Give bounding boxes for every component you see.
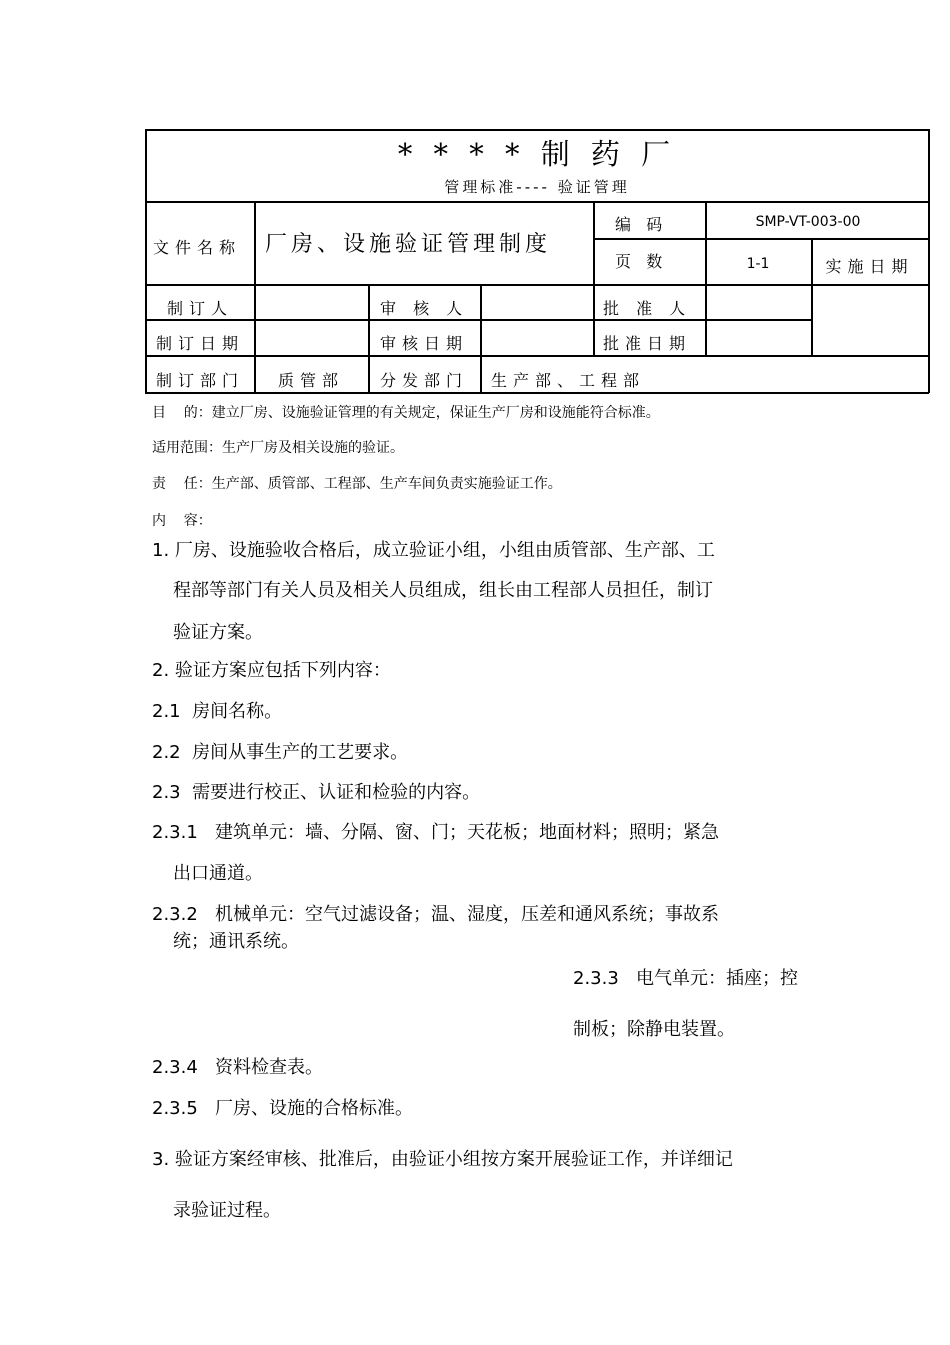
reviewer-label: 审 核 人 [380, 299, 469, 318]
review-date-label: 审核日期 [380, 334, 469, 353]
item-2-3: 2.3 需要进行校正、认证和检验的内容。 [152, 782, 481, 803]
dept-value: 质管部 [277, 371, 344, 390]
draft-date-label: 制订日期 [155, 334, 244, 353]
item-2-3-4: 2.3.4 资料检查表。 [152, 1057, 323, 1078]
paragraph-1-line-3: 验证方案。 [173, 622, 263, 643]
paragraph-2: 2. 验证方案应包括下列内容： [152, 660, 391, 681]
effective-date-label: 实施日期 [825, 257, 914, 276]
item-2-3-2-line-2: 统；通讯系统。 [173, 931, 299, 952]
dist-label: 分发部门 [380, 371, 469, 390]
paragraph-3-line-2: 录验证过程。 [173, 1200, 281, 1221]
code-value: SMP-VT-003-00 [755, 214, 861, 230]
paragraph-3-line-1: 3. 验证方案经审核、批准后，由验证小组按方案开展验证工作，并详细记 [152, 1149, 733, 1170]
paragraph-1-line-1: 1. 厂房、设施验收合格后，成立验证小组，小组由质管部、生产部、工 [152, 540, 715, 561]
item-2-3-2-line-1: 2.3.2 机械单元：空气过滤设备；温、湿度，压差和通风系统；事故系 [152, 904, 719, 925]
dept-label: 制订部门 [155, 371, 244, 390]
content-label: 内 容： [152, 513, 212, 529]
item-2-2: 2.2 房间从事生产的工艺要求。 [152, 742, 409, 763]
document-subtitle: 管理标准---- 验证管理 [444, 178, 630, 196]
factory-title: * * * * 制 药 厂 [397, 137, 677, 171]
item-2-3-1-line-2: 出口通道。 [173, 863, 263, 884]
responsibility-line: 责 任：生产部、质管部、工程部、生产车间负责实施验证工作。 [152, 476, 562, 492]
item-2-3-1-line-1: 2.3.1 建筑单元：墙、分隔、窗、门；天花板；地面材料；照明；紧急 [152, 822, 719, 843]
approve-date-label: 批准日期 [603, 334, 692, 353]
item-2-3-3-line-2: 制板；除静电装置。 [573, 1019, 735, 1040]
paragraph-1-line-2: 程部等部门有关人员及相关人员组成，组长由工程部人员担任，制订 [173, 580, 713, 601]
scope-line: 适用范围：生产厂房及相关设施的验证。 [152, 440, 404, 456]
doc-name-label: 文件名称 [153, 238, 242, 257]
dist-value: 生产部、工程部 [491, 371, 646, 390]
approver-label: 批 准 人 [603, 299, 692, 318]
item-2-1: 2.1 房间名称。 [152, 701, 283, 722]
purpose-line: 目 的：建立厂房、设施验证管理的有关规定，保证生产厂房和设施能符合标准。 [152, 405, 660, 421]
item-2-3-5: 2.3.5 厂房、设施的合格标准。 [152, 1098, 413, 1119]
pages-label: 页 数 [615, 252, 663, 271]
doc-name: 厂房、设施验证管理制度 [265, 232, 552, 257]
drafter-label: 制订人 [166, 299, 233, 318]
item-2-3-3-line-1: 2.3.3 电气单元：插座；控 [573, 968, 798, 989]
code-label: 编 码 [615, 215, 663, 234]
pages-value: 1-1 [746, 256, 770, 272]
